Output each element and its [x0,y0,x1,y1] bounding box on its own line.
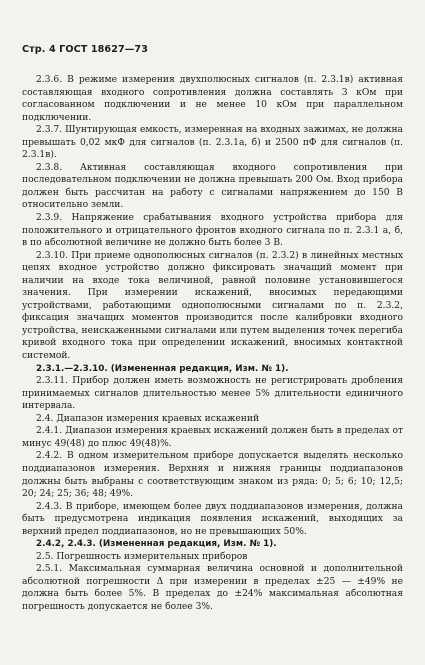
paragraph-2-3-9: 2.3.9. Напряжение срабатывания входного устройства прибора для положительного и отрицательного фронтов входного сигнала по п. 2.3.1 а, б, в по абсолютной величине не должно быть более 3 В. [22,213,403,249]
running-head: Стр. 4 ГОСТ 18627—73 [22,44,148,55]
paragraph-2-5-1: 2.5.1. Максимальная суммарная величина основной и дополнительной абсолютной погрешности Δ при измерении в пределах ±25 — ±49% не должна быть более 5%. В пределах до ±24% максимальная абсолютная погрешность допускается не более 3%. [22,564,403,612]
paragraph-2-3-6: 2.3.6. В режиме измерения двухполюсных сигналов (п. 2.3.1в) активная составляющая входного сопротивления должна составлять 3 кОм при согласованном подключении и не менее 10 кОм при параллельном подключении. [22,75,403,123]
paragraph-2-4-3: 2.4.3. В приборе, имеющем более двух поддиапазонов измерения, должна быть предусмотрена индикация появления искажений, выходящих за верхний предел поддиапазонов, но не превышающих 50%. [22,501,403,537]
section-heading-2-4: 2.4. Диапазон измерения краевых искажений [36,413,260,424]
document-body [22,74,403,614]
paragraph-2-3-11: 2.3.11. Прибор должен иметь возможность не регистрировать дробления принимаемых сигналов длительностью менее 5% длительности единичного интервала. [22,376,403,412]
paragraph-2-3-8: 2.3.8. Активная составляющая входного сопротивления при последовательном подключении не должна превышать 200 Ом. Вход прибора должен быть рассчитан на работу с сигналами напряжением до 150 В относительно земли. [22,162,403,211]
amendment-note-2-3: 2.3.1.—2.3.10. (Измененная редакция, Изм. № 1). [36,363,289,374]
paragraph-2-4-2: 2.4.2. В одном измерительном приборе допускается выделять несколько поддиапазонов измерения. Верхняя и нижняя границы поддиапазонов должны быть выбраны с соответствующим знаком из ряда: 0; 5; 6; 10; 12,5; 20; 24; 25; 36; 48; 49%. [22,451,403,500]
section-heading-2-5: 2.5. Погрешность измерительных приборов [36,551,248,562]
paragraph-2-4-1: 2.4.1. Диапазон измерения краевых искажений должен быть в пределах от минус 49(48) до плюс 49(48)%. [22,426,403,449]
amendment-note-2-4: 2.4.2, 2.4.3. (Измененная редакция, Изм. № 1). [36,539,277,550]
paragraph-2-3-7: 2.3.7. Шунтирующая емкость, измеренная на входных зажимах, не должна превышать 0,02 мкФ для сигналов (п. 2.3.1а, б) и 2500 пФ для сигналов (п. 2.3.1в). [22,125,403,161]
paragraph-2-3-10: 2.3.10. При приеме однополюсных сигналов (п. 2.3.2) в линейных местных цепях входное устройство должно фиксировать значащий момент при наличии на входе тока величиной, равной половине установившегося значения. При измерении искажений, вносимых передающими устройствами, работающими однополюсными сигналами по п. 2.3.2, фиксация значащих моментов производится после калибровки входного устройства, неискаженными сигналами или путем выделения точек перегиба кривой входного тока при определении искажений, вносимых контактной системой. [22,250,403,362]
